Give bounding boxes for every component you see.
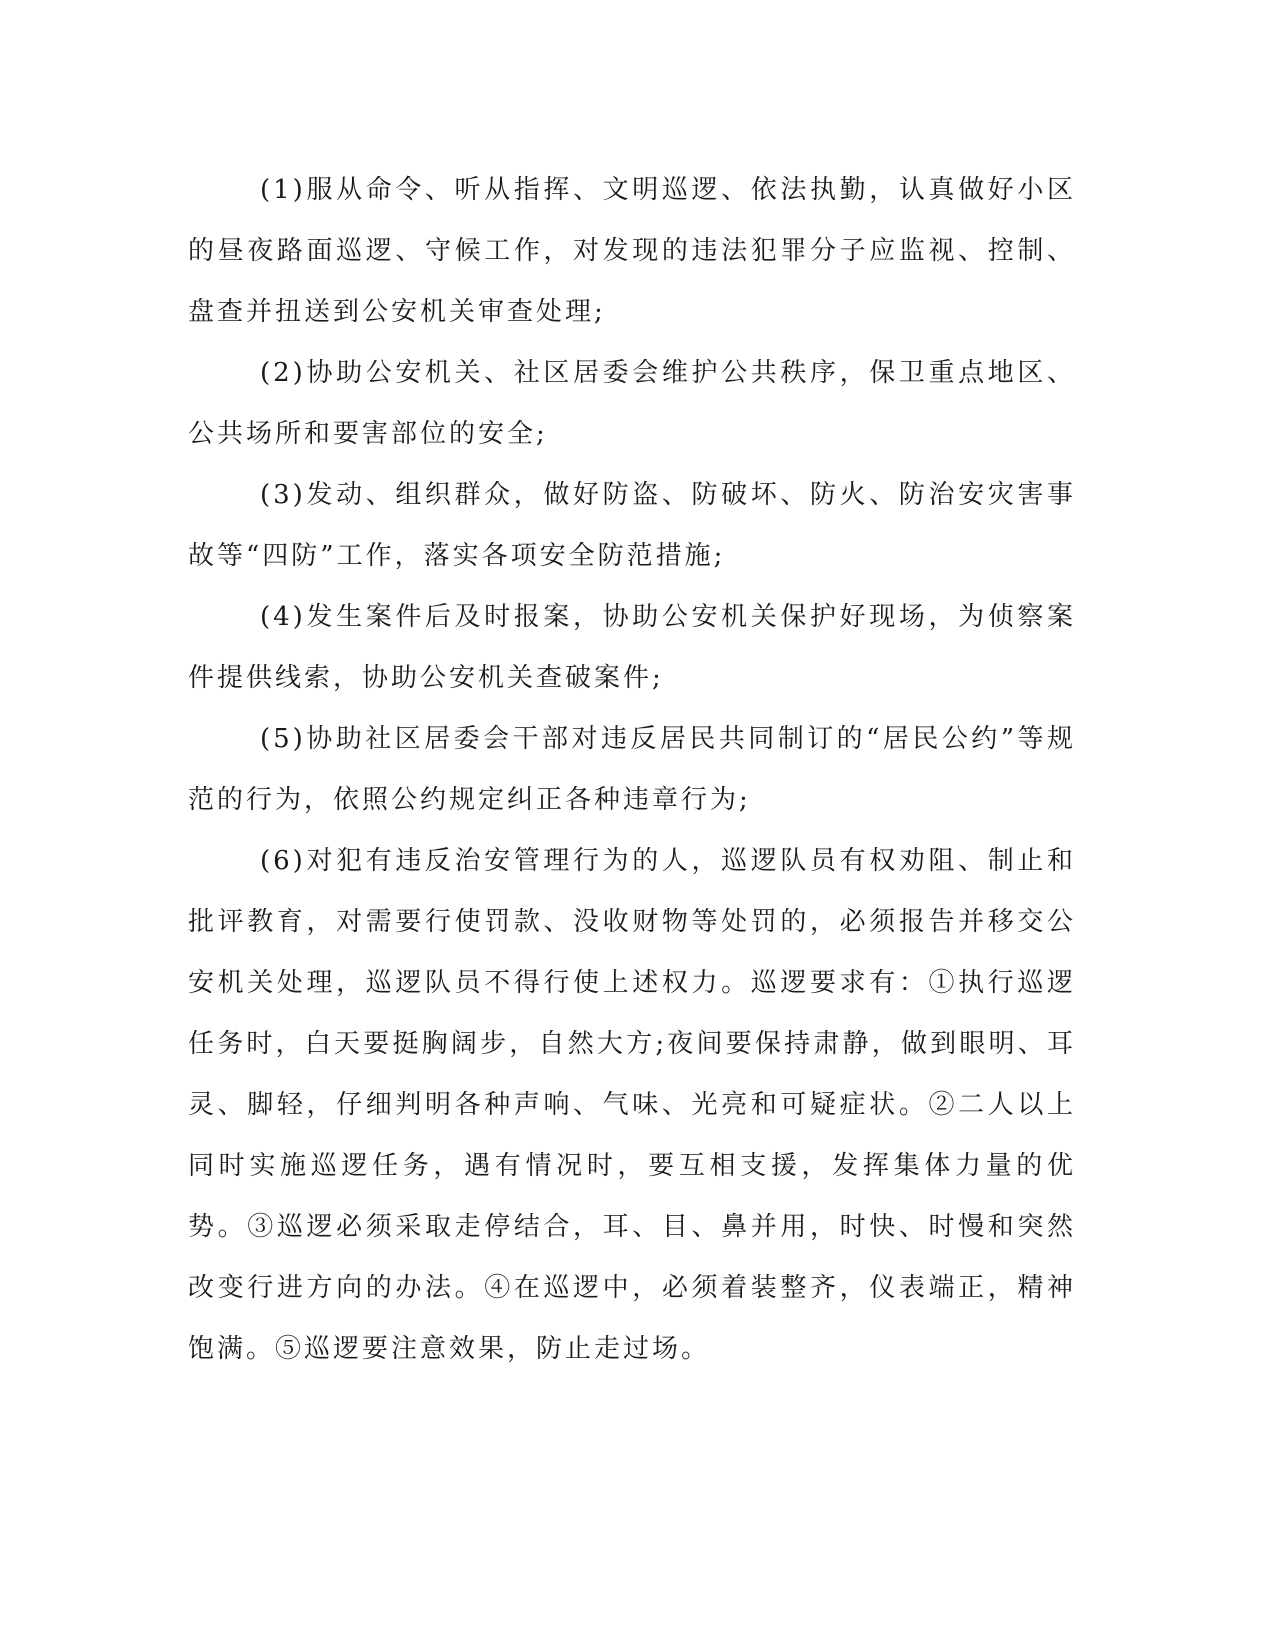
- paragraph-3: (3)发动、组织群众，做好防盗、防破坏、防火、防治安灾害事故等“四防”工作，落实各项安全防范措施;: [188, 480, 1076, 571]
- paragraph-4: (4)发生案件后及时报案，协助公安机关保护好现场，为侦察案件提供线索，协助公安机关查破案件;: [188, 602, 1076, 693]
- paragraph-1: (1)服从命令、听从指挥、文明巡逻、依法执勤，认真做好小区的昼夜路面巡逻、守候工作，对发现的违法犯罪分子应监视、控制、盘查并扭送到公安机关审查处理;: [188, 175, 1076, 327]
- document-body: [188, 160, 1076, 1380]
- paragraph-2: (2)协助公安机关、社区居委会维护公共秩序，保卫重点地区、公共场所和要害部位的安全;: [188, 358, 1076, 449]
- paragraph-5: (5)协助社区居委会干部对违反居民共同制订的“居民公约”等规范的行为，依照公约规定纠正各种违章行为;: [188, 724, 1076, 815]
- paragraph-6: (6)对犯有违反治安管理行为的人，巡逻队员有权劝阻、制止和批评教育，对需要行使罚款、没收财物等处罚的，必须报告并移交公安机关处理，巡逻队员不得行使上述权力。巡逻要求有：①执行巡逻任务时，白天要挺胸阔步，自然大方;夜间要保持肃静，做到眼明、耳灵、脚轻，仔细判明各种声响、气味、光亮和可疑症状。②二人以上同时实施巡逻任务，遇有情况时，要互相支援，发挥集体力量的优势。③巡逻必须采取走停结合，耳、目、鼻并用，时快、时慢和突然改变行进方向的办法。④在巡逻中，必须着装整齐，仪表端正，精神饱满。⑤巡逻要注意效果，防止走过场。: [188, 846, 1076, 1364]
